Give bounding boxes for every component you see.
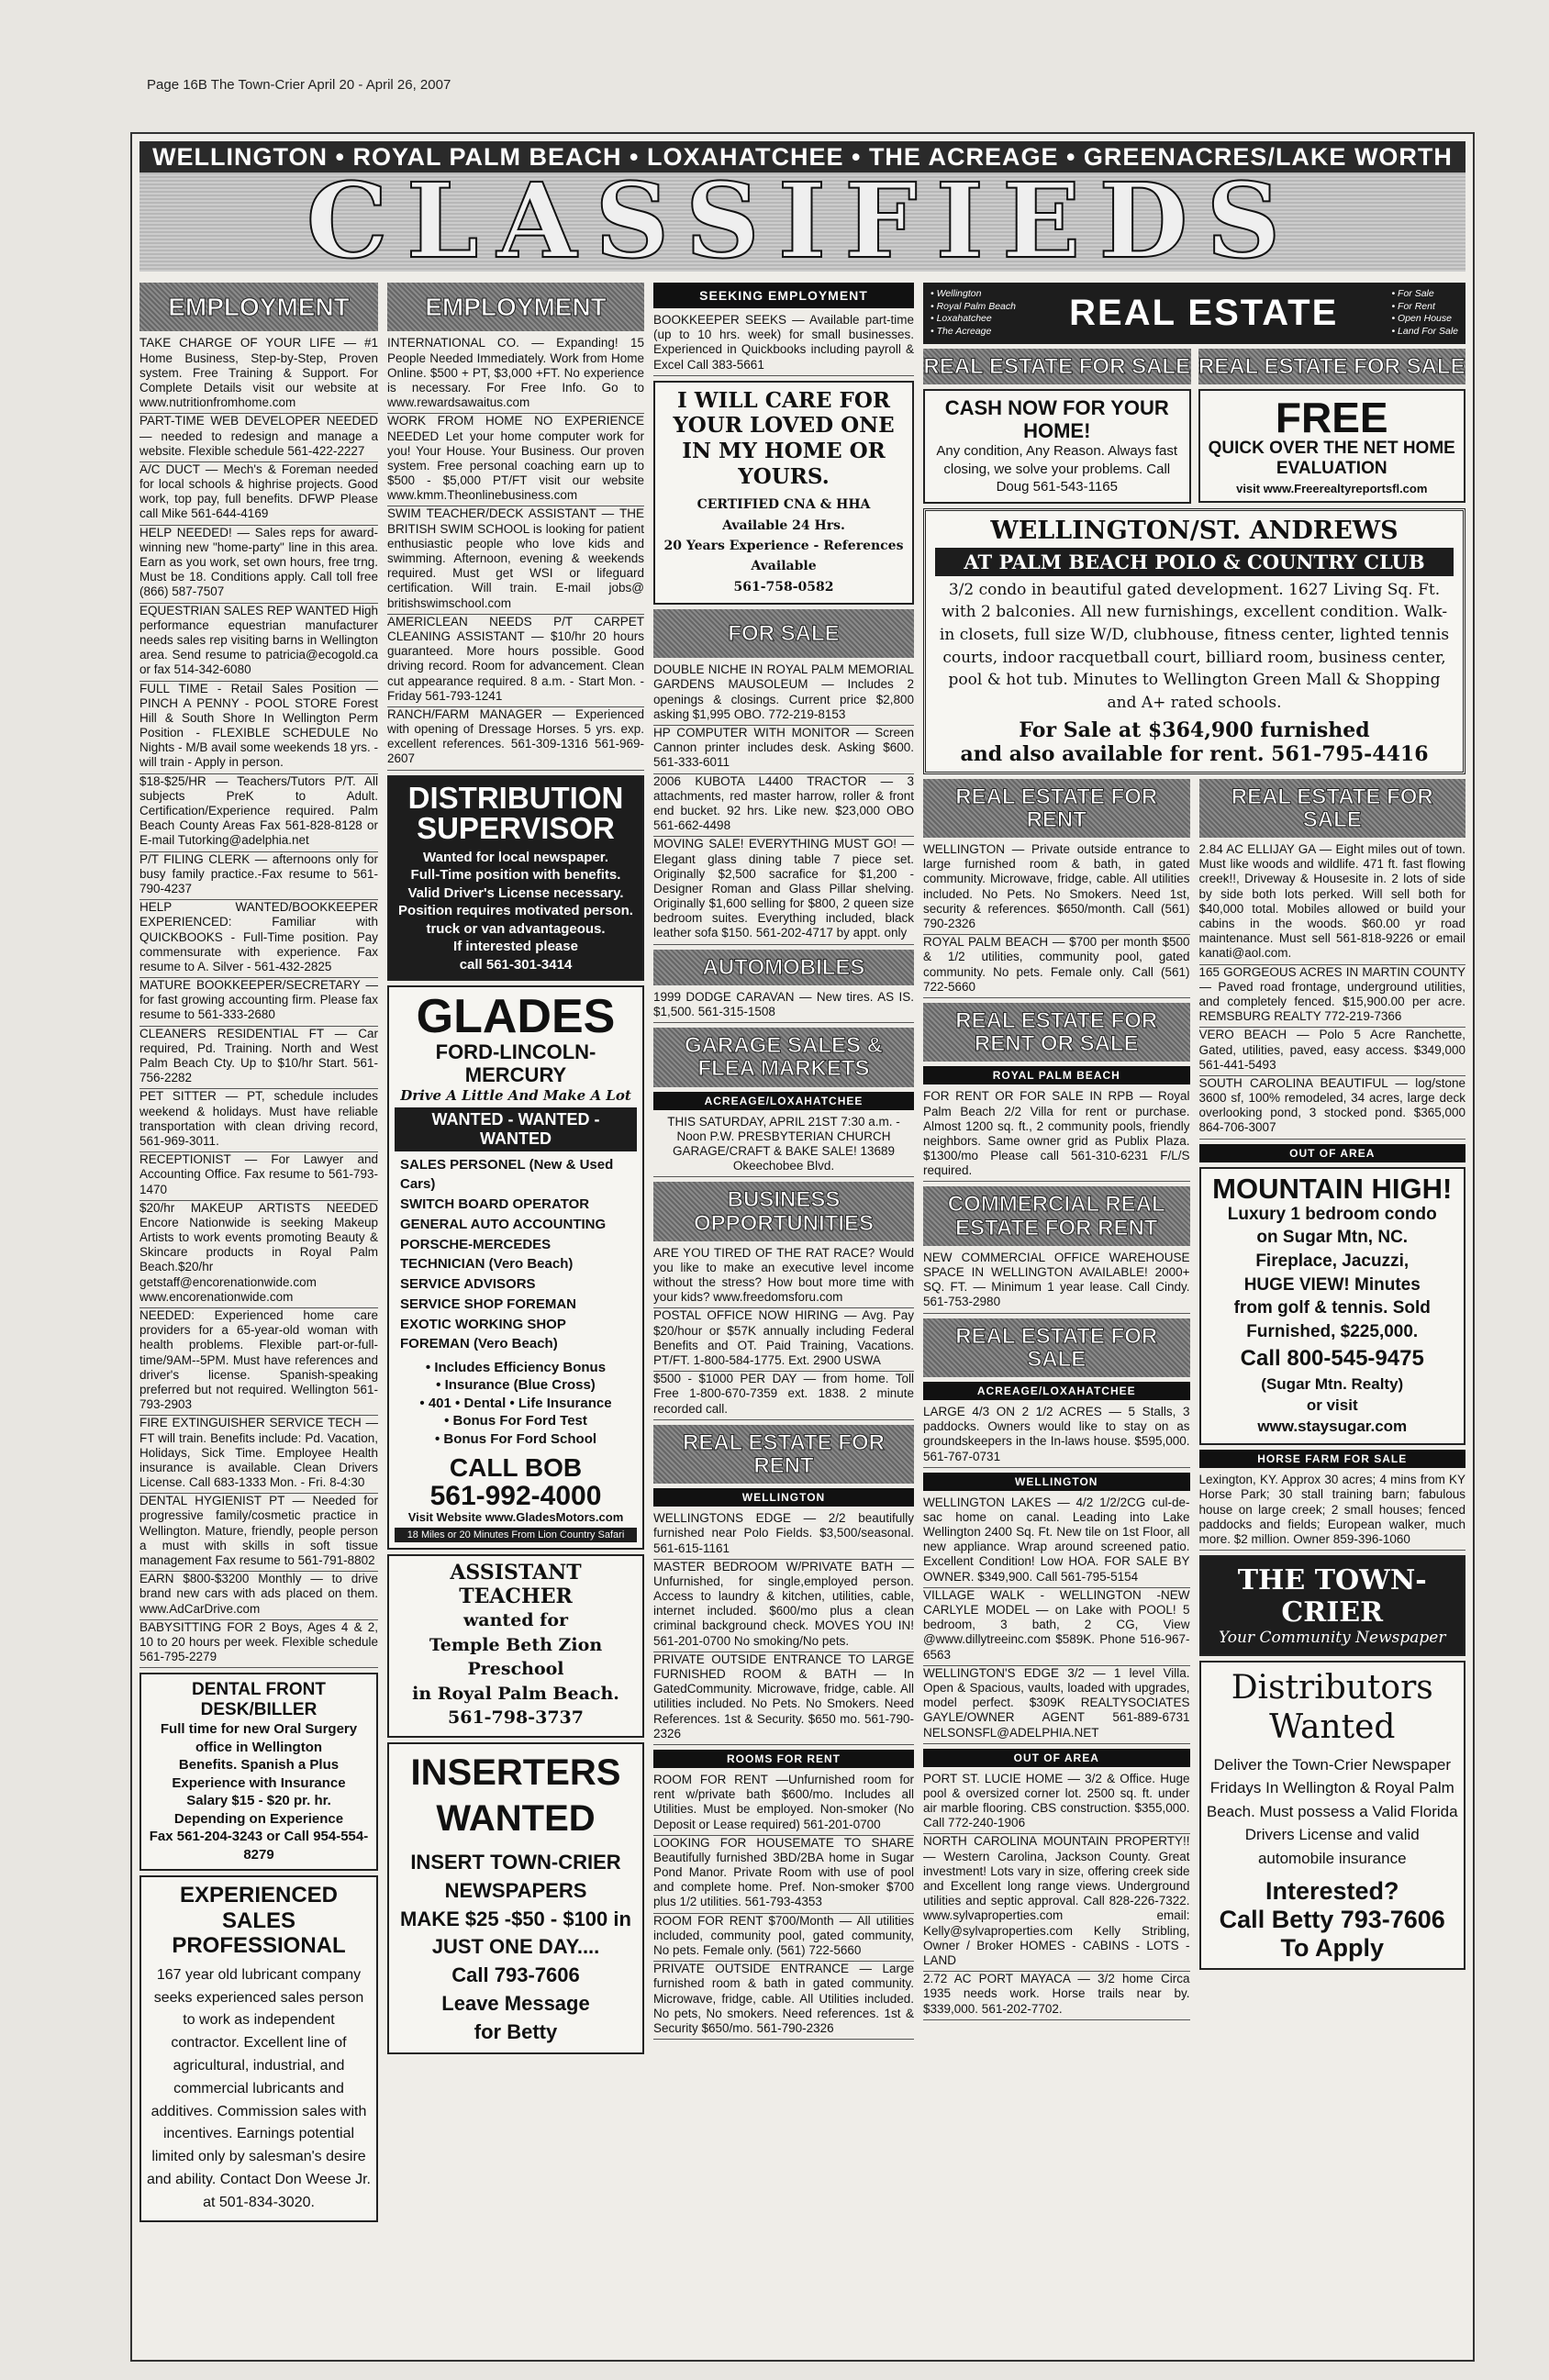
classified-ad: 165 GORGEOUS ACRES IN MARTIN COUNTY — Paved road frontage, underground utilities, and completely fenced. $15,900.00 per acre. REMSBURG REALTY 772-219-7366 [1199, 965, 1466, 1029]
classified-ad: DOUBLE NICHE IN ROYAL PALM MEMORIAL GARDENS MAUSOLEUM — Includes 2 openings & closings. Current price $2,800 asking $1,995 OBO. 772-219-8153 [653, 662, 914, 726]
mountain-tail-line: or visit [1306, 1396, 1358, 1415]
classified-ad: ROOM FOR RENT $700/Month — All utilities included, community pool, gated community, No pets. Female only. (561) 722-5660 [653, 1914, 914, 1963]
classified-ad: CLEANERS RESIDENTIAL FT — Car required, Pd. Training. North and West Palm Beach Cty. Up to $10/hr Start. 561-756-2282 [139, 1027, 378, 1090]
classifieds-masthead: CLASSIFIEDS [139, 172, 1465, 272]
glades-sub: FORD-LINCOLN-MERCURY [435, 1040, 596, 1087]
classified-ad: PRIVATE OUTSIDE ENTRANCE TO LARGE FURNISHED ROOM & BATH — In GatedCommunity. Microwave, fridge, cable. All utilities included. No Pets. No Smokers. Need References. 1st & Security. $650 mo. 561-790-2326 [653, 1652, 914, 1745]
glades-position: SALES PERSONEL (New & Used Cars) [400, 1156, 614, 1192]
re-town: • Royal Palm Beach [931, 300, 1016, 312]
classified-ad: MASTER BEDROOM W/PRIVATE BATH — Unfurnished, for single,employed person. Access to laundry & kitchen, utilities, cable, internet included. $600/mo plus a clean criminal background check. MOVES YOU IN! 561-201-0700 No smoking/No pets. [653, 1560, 914, 1652]
rent-bar: WELLINGTON [653, 1488, 914, 1507]
tc-title: THE TOWN-CRIER [1237, 1564, 1427, 1629]
free-title: FREE [1275, 393, 1388, 441]
acreage-bar: ACREAGE/LOXAHATCHEE [923, 1382, 1190, 1400]
inserters-line: Leave Message [441, 1991, 590, 2015]
st-andrews-price: For Sale at $364,900 furnished [1019, 717, 1370, 742]
glades-position: EXOTIC WORKING SHOP FOREMAN (Vero Beach) [400, 1316, 566, 1351]
classified-ad: POSTAL OFFICE NOW HIRING — Avg. Pay $20/hour or $57K annually including Federal Benefits and OT. Paid Training, Vacations. PT/FT. 1-800-584-1775. Ext. 2900 USWA [653, 1308, 914, 1372]
classified-ad: SWIM TEACHER/DECK ASSISTANT — THE BRITISH SWIM SCHOOL is looking for patient enthusiastic people who love kids and swimming. Afternoon, evening & weekends required. Must get WSI or lifeguard certification. Will train. E-mail jobs@ britishswimschool.com [387, 506, 644, 614]
classified-ad: NEEDED: Experienced home care providers for a 65-year-old woman with health problems. Flexible part-or-full-time/9AM--5PM. Must have references and driver's license. Spanish-speaking preferred but not required. Wellington 561-793-2903 [139, 1308, 378, 1416]
section-header-garage-sales: GARAGE SALES & FLEA MARKETS [653, 1028, 914, 1086]
distributors-ad [1199, 1661, 1466, 1970]
mountain-title: MOUNTAIN HIGH! [1212, 1172, 1453, 1205]
re-town: • Wellington [931, 288, 982, 299]
distribution-line: Position requires motivated person. [398, 903, 633, 919]
out-of-area-bar-2: OUT OF AREA [1199, 1144, 1466, 1162]
classified-ad: FIRE EXTINGUISHER SERVICE TECH — FT will train. Benefits include: Pd. Vacation, Holidays, Sick Time. Employee Health insurance is available. Clean Drivers License. Call 683-1333 Mon. - Fri. 8-4:30 [139, 1416, 378, 1494]
re-rent-ads [923, 842, 1190, 998]
classified-ad: HELP NEEDED! — Sales reps for award-winning new "home-party" line in this area. Earn as you work, set own hours, free trng. Must be 18. Conditions apply. Call toll free (866) 587-7507 [139, 526, 378, 604]
section-header-re-sale-3: REAL ESTATE FOR SALE [923, 1318, 1190, 1377]
glades-phone: 561-992-4000 [429, 1481, 602, 1512]
free-eval-ad [1198, 389, 1466, 504]
classified-ad: WORK FROM HOME NO EXPERIENCE NEEDED Let your home computer work for you! Your House. Your Business. Our proven system. Free personal coaching earn up to $500 - $5,000 PT/FT visit our website www.kmm.Theonlinebusiness.com [387, 414, 644, 506]
mountain-tail-line: (Sugar Mtn. Realty) [1261, 1375, 1404, 1394]
real-estate-col-left [923, 779, 1190, 2020]
dental-line: Benefits. Spanish a Plus [178, 1757, 340, 1774]
dental-lines [147, 1720, 371, 1863]
glades-benefit: • Includes Efficiency Bonus [425, 1359, 607, 1375]
dist-body: Deliver the Town-Crier Newspaper Fridays In Wellington & Royal Palm Beach. Must possess a Valid Florida Drivers License and valid automobile insurance [1206, 1755, 1458, 1867]
re-type: • Open House [1391, 313, 1452, 325]
dental-title: DENTAL FRONT DESK/BILLER [191, 1680, 326, 1720]
classified-ad: A/C DUCT — Mech's & Foreman needed for local schools & highrise projects. Good work, top pay, full benefits. DFWP Please call Mike 561-644-4169 [139, 462, 378, 526]
real-estate-listings [923, 779, 1465, 2020]
care-ad [653, 381, 914, 605]
classified-ad: WELLINGTON'S EDGE 3/2 — 1 level Villa. Open & Spacious, vaults, loaded with upgrades, model perfect. $309K REALTYSOCIATES GAYLE/OWNER AGENT 561-889-6731 NELSONSFL@ADELPHIA.NET [923, 1666, 1190, 1744]
glades-position: SERVICE SHOP FOREMAN [400, 1296, 576, 1312]
distribution-title: DISTRIBUTION SUPERVISOR [407, 780, 624, 845]
glades-benefit: • Bonus For Ford School [434, 1430, 597, 1447]
teacher-line: wanted for [462, 1610, 569, 1631]
columns [139, 283, 1465, 2352]
glades-name: GLADES [416, 990, 616, 1044]
classified-ad: RECEPTIONIST — For Lawyer and Accounting Office. Fax resume to 561-793-1470 [139, 1152, 378, 1201]
out-of-area-ads [923, 1772, 1190, 2020]
cash-body: Any condition, Any Reason. Always fast closing, we solve your problems. Call Doug 561-543-1165 [936, 443, 1178, 495]
re-sale-ads [1199, 842, 1466, 1140]
real-estate-col-right [1199, 779, 1466, 2020]
inserters-line: Call 793-7606 [451, 1963, 580, 1987]
tc-sub: Your Community Newspaper [1219, 1629, 1446, 1648]
st-andrews-sub: AT PALM BEACH POLO & COUNTRY CLUB [935, 548, 1454, 576]
care-line: CERTIFIED CNA & HHA [696, 497, 871, 513]
classified-ad: PET SITTER — PT, schedule includes weekend & holidays. Must have reliable transportation with clean driving record, 561-969-3011. [139, 1089, 378, 1152]
mountain-lines [1207, 1203, 1459, 1344]
classifieds-frame [130, 132, 1475, 2362]
wellington-bar: WELLINGTON [923, 1473, 1190, 1491]
real-estate-sale-pair [923, 349, 1465, 504]
distribution-lines [395, 849, 637, 974]
sales-pro-ad [139, 1875, 378, 2222]
section-header-employment-2: EMPLOYMENT [387, 283, 644, 331]
free-sub: QUICK OVER THE NET HOME EVALUATION [1208, 438, 1455, 478]
classified-ad: 2006 KUBOTA L4400 TRACTOR — 3 attachments, red master harrow, roller & front end bucket. 92 hrs. Like new. $23,000 OBO 561-662-4498 [653, 774, 914, 838]
employment-ads-2 [387, 336, 644, 770]
st-andrews-body: 3/2 condo in beautiful gated development. 1627 Living Sq. Ft. with 2 balconies. All new furnishings, excellent condition. Walk-in closets, full size W/D, clubhouse, fitness center, lighted tennis courts, indoor racquetball court, billiard room, business center, pool & hot tub. Minutes to Wellington Green Mall & Shopping and A+ rated schools. [939, 580, 1450, 713]
classified-ad: FULL TIME - Retail Sales Position — PINCH A PENNY - POOL STORE Forest Hill & South Shore In Wellington Perm Position - FLEXIBLE SCHEDULE No Nights - M/B avail some weekends 18 yrs. - will train - Apply in person. [139, 682, 378, 774]
teacher-title: ASSISTANT TEACHER [450, 1561, 582, 1608]
mountain-line: Fireplace, Jacuzzi, [1255, 1251, 1410, 1271]
acreage-ad: LARGE 4/3 ON 2 1/2 ACRES — 5 Stalls, 3 paddocks. Owners would like to stay on as groundskeepers in the In-laws house. $595,000. 561-767-0731 [923, 1405, 1190, 1468]
distribution-line: If interested please [453, 939, 578, 955]
classified-ad: 2.84 AC ELLIJAY GA — Eight miles out of town. Must like woods and wildlife. 471 ft. fast flowing creek!!, Driveway & Housesite in. 2 lots of side by side both lots perked. Will sell both for $40,000 total. Mobiles allowed or build your cabins in the woods. $60.00 yr road maintenance. Must sell 561-818-9226 or email kanati@aol.com. [1199, 842, 1466, 965]
commercial-ad: NEW COMMERCIAL OFFICE WAREHOUSE SPACE IN WELLINGTON AVAILABLE! 2000+ SQ. FT. — Minimum 1 year lease. Call Cindy. 561-753-2980 [923, 1251, 1190, 1314]
re-town: • The Acreage [931, 325, 992, 337]
st-andrews-title: WELLINGTON/ST. ANDREWS [990, 516, 1399, 545]
glades-benefit: • 401 • Dental • Life Insurance [419, 1395, 612, 1411]
glades-ad [387, 985, 644, 1550]
dental-line: Experience with Insurance [172, 1774, 346, 1791]
dental-line: Depending on Experience [173, 1810, 344, 1827]
mountain-tail [1207, 1374, 1459, 1438]
glades-position: PORSCHE-MERCEDES TECHNICIAN (Vero Beach) [400, 1236, 574, 1272]
classified-ad: AMERICLEAN NEEDS P/T CARPET CLEANING ASSISTANT — $10/hr 20 hours guaranteed. More hours possible. Good driving record. Room for advancement. Clean cut appearance required. 8 a.m. - Start Mon. - Friday 561-793-1241 [387, 615, 644, 707]
section-header-business: BUSINESS OPPORTUNITIES [653, 1182, 914, 1240]
mountain-line: HUGE VIEW! Minutes [1243, 1274, 1421, 1295]
re-type: • For Sale [1391, 288, 1434, 299]
teacher-ad [387, 1554, 644, 1738]
page-folio: Page 16B The Town-Crier April 20 - April 26, 2007 [147, 77, 451, 93]
column-real-estate [923, 283, 1465, 2352]
dist-call: Call Betty 793-7606 [1219, 1906, 1445, 1934]
section-header-re-sale-4: REAL ESTATE FOR SALE [1199, 779, 1466, 838]
column-employment-1 [139, 283, 378, 2352]
classified-ad: MATURE BOOKKEEPER/SECRETARY — for fast growing accounting firm. Please fax resume to 561-333-2680 [139, 978, 378, 1027]
for-sale-ads [653, 662, 914, 944]
column-misc [653, 283, 914, 2352]
st-andrews-rent: and also available for rent. 561-795-4416 [960, 741, 1429, 766]
town-banner: WELLINGTON • ROYAL PALM BEACH • LOXAHATCHEE • THE ACREAGE • GREENACRES/LAKE WORTH [139, 141, 1465, 172]
cash-ad [923, 389, 1191, 504]
dental-line: Fax 561-204-3243 or Call 954-554-8279 [149, 1829, 369, 1863]
classified-ad: $20/hr MAKEUP ARTISTS NEEDED Encore Nationwide is seeking Makeup Artists to work events promoting Beauty & Skincare products in Royal Palm Beach.$20/hr getstaff@encorenationwide.com www.encorenationwide.com [139, 1201, 378, 1308]
mountain-line: Luxury 1 bedroom condo [1227, 1204, 1437, 1224]
classified-ad: ROOM FOR RENT —Unfurnished room for rent w/private bath $600/mo. Includes all Utilities. Must be employed. Non-smoker (No Deposit or Lease required) 561-201-0700 [653, 1773, 914, 1836]
inserters-line: MAKE $25 -$50 - $100 in JUST ONE DAY.... [400, 1907, 631, 1959]
section-header-re-rent-sale: REAL ESTATE FOR RENT OR SALE [923, 1003, 1190, 1062]
care-line: 561-758-0582 [733, 579, 834, 595]
sales-pro-body: 167 year old lubricant company seeks experienced sales person to work as independent contractor. Excellent line of agricultural, industrial, and commercial lubricants and additives. Commission sales with incentives. Earnings potential limited only by salesman's desire and ability. Contact Don Weese Jr. at 501-834-3020. [147, 1966, 371, 2210]
re-type: • For Rent [1391, 300, 1435, 312]
classified-ad: P/T FILING CLERK — afternoons only for busy family practice.-Fax resume to 561-790-4237 [139, 852, 378, 901]
classified-ad: SOUTH CAROLINA BEAUTIFUL — log/stone 3600 sf, 100% remodeled, 34 acres, large deck overlooking pond, 3 stocked pond. $365,000 864-706-3007 [1199, 1076, 1466, 1140]
rent-ads [653, 1511, 914, 1745]
sales-pro-title: EXPERIENCED SALES PROFESSIONAL [172, 1883, 346, 1959]
town-crier-logo [1199, 1555, 1466, 1656]
inserters-line: for Betty [474, 2019, 558, 2043]
inserters-title: INSERTERS WANTED [410, 1752, 621, 1839]
classified-ad: NORTH CAROLINA MOUNTAIN PROPERTY!! — Western Carolina, Jackson County. Great investment! Lots vary in size, offering creek side and Excellent long range views. Underground utilities and septic approval. Call 828-226-7322. www.sylvaproperties.com email: Kelly@sylvaproperties.com Kelly Stribling, Owner / Broker HOMES - CABINS - LOTS - LAND [923, 1834, 1190, 1972]
glades-position: SWITCH BOARD OPERATOR [400, 1196, 590, 1212]
teacher-line: in Royal Palm Beach. [412, 1683, 619, 1704]
classified-ad: VERO BEACH — Polo 5 Acre Ranchette, Gated, utilities, paved, easy access. $349,000 561-441-5493 [1199, 1028, 1466, 1076]
classified-ad: WELLINGTON — Private outside entrance to large furnished room & bath, in gated community. Microwave, fridge, cable. All utilities included. No Pets. No Smokers. Need 1st, security & references. $650/month. Call (561) 790-2326 [923, 842, 1190, 935]
seeking-bar: SEEKING EMPLOYMENT [653, 283, 914, 308]
care-line: Available 24 Hrs. [722, 517, 845, 533]
classified-ad: 2.72 AC PORT MAYACA — 3/2 home Circa 1935 needs work. Horse trails near by. $339,000. 561-202-7702. [923, 1972, 1190, 2020]
column-employment-2 [387, 283, 644, 2352]
free-web: visit www.Freerealtyreportsfl.com [1236, 482, 1428, 496]
classified-ad: LOOKING FOR HOUSEMATE TO SHARE Beautifully furnished 3BD/2BA home in Sugar Pond Manor. Private Room with use of pool and complete home. Pref. Non-smoker $700 plus 1/2 utilities. 561-793-4353 [653, 1836, 914, 1914]
classified-ad: $500 - $1000 PER DAY — from home. Toll Free 1-800-670-7359 ext. 1838. 2 minute recorded call. [653, 1372, 914, 1420]
distribution-line: Valid Driver's License necessary. [407, 884, 624, 901]
inserters-lines [395, 1849, 637, 2047]
classified-ad: PRIVATE OUTSIDE ENTRANCE — Large furnished room & bath in gated community. Microwave, fridge, cable. All Utilities included. No pets, No smokers. Need references. 1st & Security $650/mo. 561-790-2326 [653, 1962, 914, 2040]
cash-title: CASH NOW FOR YOUR HOME! [944, 395, 1169, 443]
section-header-employment: EMPLOYMENT [139, 283, 378, 331]
mountain-ad [1199, 1167, 1466, 1446]
distribution-line: Wanted for local newspaper. [423, 849, 608, 865]
glades-benefits [395, 1359, 637, 1449]
distribution-line: truck or van advantageous. [426, 920, 606, 937]
section-header-automobiles: AUTOMOBILES [653, 950, 914, 985]
section-header-commercial: COMMERCIAL REAL ESTATE FOR RENT [923, 1186, 1190, 1245]
room-ads [653, 1773, 914, 2040]
real-estate-types [1391, 288, 1458, 339]
dist-q: Interested? [1265, 1877, 1399, 1906]
real-estate-towns [931, 288, 1016, 339]
teacher-line: 561-798-3737 [448, 1707, 584, 1729]
dist-title: Distributors Wanted [1231, 1669, 1433, 1747]
dental-line: Full time for new Oral Surgery [160, 1721, 358, 1738]
classified-ad: INTERNATIONAL CO. — Expanding! 15 People Needed Immediately. Work from Home Online. $500 + PT, $3,000 +FT. No experience is necessary. For Free Info. Go to www.rewardsawaitus.com [387, 336, 644, 414]
mountain-line: from golf & tennis. Sold [1233, 1298, 1431, 1318]
classified-ad: $18-$25/HR — Teachers/Tutors P/T. All subjects PreK to Adult. Certification/Experience required. Palm Beach County Areas Fax 561-828-8128 or E-mail Tutorking@adelphia.net [139, 774, 378, 852]
dental-line: office in Wellington [195, 1739, 323, 1755]
classified-ad: TAKE CHARGE OF YOUR LIFE — #1 Home Business, Step-by-Step, Proven system. Free Training & Support. For Complete Details visit our website at www.nutritionfromhome.com [139, 336, 378, 414]
distribution-line: Full-Time position with benefits. [410, 867, 621, 884]
classified-ad: VILLAGE WALK - WELLINGTON -NEW CARLYLE MODEL — on Lake with POOL! 5 bedroom, 3 bath, 2 CG, View @www.dillytreeinc.com $589K. Phone 516-967-6563 [923, 1588, 1190, 1666]
re-type: • Land For Sale [1391, 325, 1458, 337]
classified-ad: PART-TIME WEB DEVELOPER NEEDED — needed to redesign and manage a website. Flexible schedule 561-422-2227 [139, 414, 378, 462]
garage-ad: THIS SATURDAY, APRIL 21ST 7:30 a.m. - Noon P.W. PRESBYTERIAN CHURCH GARAGE/CRAFT & BAKE SALE! 13689 Okeechobee Blvd. [653, 1115, 914, 1178]
glades-benefit: • Bonus For Ford Test [444, 1413, 587, 1429]
inserters-line: INSERT TOWN-CRIER NEWSPAPERS [410, 1850, 621, 1902]
classified-ad: EQUESTRIAN SALES REP WANTED High performance equestrian manufacturer needs sales rep visiting barns in Wellington area. Send resume to patricia@ecogold.ca or fax 514-342-6080 [139, 604, 378, 682]
section-header-re-sale-left: REAL ESTATE FOR SALE [923, 349, 1191, 384]
care-title: I WILL CARE FOR YOUR LOVED ONE IN MY HOME OR YOURS. [673, 387, 895, 489]
business-ads [653, 1246, 914, 1420]
real-estate-header [923, 283, 1465, 344]
classified-ad: WELLINGTON LAKES — 4/2 1/2/2CG cul-de-sac home on canal. Leading into Lake Wellington 2400 Sq. Ft. New tile on 1st Floor, all new appliance. Wrap around screened patio. Excellent Condition! Low HOA. FOR SALE BY OWNER. $349,900. Call 561-795-5154 [923, 1496, 1190, 1588]
horse-farm-bar: HORSE FARM FOR SALE [1199, 1450, 1466, 1468]
seeking-ad: BOOKKEEPER SEEKS — Available part-time (up to 10 hrs. week) for small businesses. Experienced in Quickbooks including payroll & Excel Call 383-5661 [653, 313, 914, 376]
real-estate-title: REAL ESTATE [1069, 292, 1339, 333]
mountain-line: Furnished, $225,000. [1246, 1321, 1419, 1341]
glades-positions [395, 1155, 637, 1353]
mountain-call: Call 800-545-9475 [1240, 1346, 1424, 1372]
section-header-re-rent: REAL ESTATE FOR RENT [653, 1425, 914, 1484]
dental-ad [139, 1673, 378, 1871]
mountain-tail-line: www.staysugar.com [1257, 1418, 1408, 1436]
classified-ad: MOVING SALE! EVERYTHING MUST GO! — Elegant glass dining table 7 piece set. Originally $2,500 sacrafice for $1,200 - Designer Roman and Glass Pillar shelving. Originally $1,600 selling for $800, 2 queen size bedroom suites. Everything included, black leather sofa $150. 561-202-4717 by appt. only [653, 837, 914, 944]
dental-line: Salary $15 - $20 pr. hr. [186, 1793, 331, 1809]
classified-ad: DENTAL HYGIENIST PT — Needed for progressive family/cosmetic practice in Wellington. Mature, friendly, people person a must with skills in soft tissue management Fax resume to 561-791-8802 [139, 1494, 378, 1572]
glades-benefit: • Insurance (Blue Cross) [436, 1377, 596, 1394]
classified-ad: BABYSITTING FOR 2 Boys, Ages 4 & 2, 10 to 20 hours per week. Flexible schedule 561-795-2279 [139, 1620, 378, 1669]
teacher-line: Temple Beth Zion Preschool [429, 1634, 603, 1680]
rooms-bar: ROOMS FOR RENT [653, 1750, 914, 1768]
glades-call: CALL BOB [449, 1453, 583, 1483]
distribution-ad [387, 775, 644, 982]
re-town: • Loxahatchee [931, 313, 992, 325]
care-line: 20 Years Experience - References Available [663, 538, 904, 574]
glades-position: GENERAL AUTO ACCOUNTING [400, 1216, 607, 1232]
rpb-bar: ROYAL PALM BEACH [923, 1066, 1190, 1084]
glades-wanted: WANTED - WANTED - WANTED [395, 1107, 637, 1151]
glades-web: Visit Website www.GladesMotors.com [407, 1510, 624, 1525]
distribution-line: call 561-301-3414 [459, 956, 573, 973]
st-andrews-ad [923, 508, 1465, 774]
inserters-ad [387, 1742, 644, 2054]
section-header-re-rent-2: REAL ESTATE FOR RENT [923, 779, 1190, 838]
classified-ad: ROYAL PALM BEACH — $700 per month $500 & 1/2 utilities, community pool, gated community. No pets. Female only. Call (561) 722-5660 [923, 935, 1190, 998]
glades-position: SERVICE ADVISORS [400, 1275, 536, 1292]
employment-ads [139, 336, 378, 1668]
section-header-re-sale-right: REAL ESTATE FOR SALE [1198, 349, 1466, 384]
dist-end: To Apply [1280, 1934, 1384, 1963]
garage-bar: ACREAGE/LOXAHATCHEE [653, 1092, 914, 1110]
wellington-ads [923, 1496, 1190, 1744]
glades-foot: 18 Miles or 20 Minutes From Lion Country Safari [395, 1528, 637, 1542]
teacher-lines [395, 1608, 637, 1730]
classified-ad: WELLINGTONS EDGE — 2/2 beautifully furnished near Polo Fields. $3,500/seasonal. 561-615-1161 [653, 1511, 914, 1560]
care-lines [661, 495, 907, 597]
classified-ad: EARN $800-$3200 Monthly — to drive brand new cars with ads placed on them. www.AdCarDrive.com [139, 1572, 378, 1620]
classified-ad: HELP WANTED/BOOKKEEPER EXPERIENCED: Familiar with QUICKBOOKS - Full-Time position. Pay commensurate with experience. Fax resume to A. Silver - 561-432-2825 [139, 900, 378, 978]
auto-ad: 1999 DODGE CARAVAN — New tires. AS IS. $1,500. 561-315-1508 [653, 990, 914, 1023]
glades-tag: Drive A Little And Make A Lot [400, 1086, 631, 1104]
rpb-ad: FOR RENT OR FOR SALE IN RPB — Royal Palm Beach 2/2 Villa for rent or purchase. Almost 1200 sq. ft., 2 community pools, friendly neighbors. Same owner grid as Publix Plaza. $1300/mo Please call 561-310-6231 F/L/S required. [923, 1089, 1190, 1182]
classified-ad: RANCH/FARM MANAGER — Experienced with opening of Dressage Horses. 5 yrs. exp. excellent references. 561-309-1316 561-969-2607 [387, 707, 644, 771]
classified-ad: HP COMPUTER WITH MONITOR — Screen Cannon printer includes desk. Asking $600. 561-333-6011 [653, 726, 914, 774]
classified-ad: ARE YOU TIRED OF THE RAT RACE? Would you like to make an executive level income without the stress? How bout more time with your kids? www.freedomsforu.com [653, 1246, 914, 1309]
classified-ad: PORT ST. LUCIE HOME — 3/2 & Office. Huge pool & oversized corner lot. 2500 sq. ft. under air marble flooring. CBS construction. $355,000. Call 772-240-1906 [923, 1772, 1190, 1835]
out-of-area-bar: OUT OF AREA [923, 1749, 1190, 1767]
mountain-line: on Sugar Mtn, NC. [1256, 1228, 1409, 1248]
section-header-for-sale: FOR SALE [653, 609, 914, 658]
horse-farm-ad: Lexington, KY. Approx 30 acres; 4 mins from KY Horse Park; 30 stall training barn; fabulous house on large creek; 2 small houses; fenced paddocks and fields; European walker, much more. $2 million. Owner 859-396-1060 [1199, 1473, 1466, 1551]
